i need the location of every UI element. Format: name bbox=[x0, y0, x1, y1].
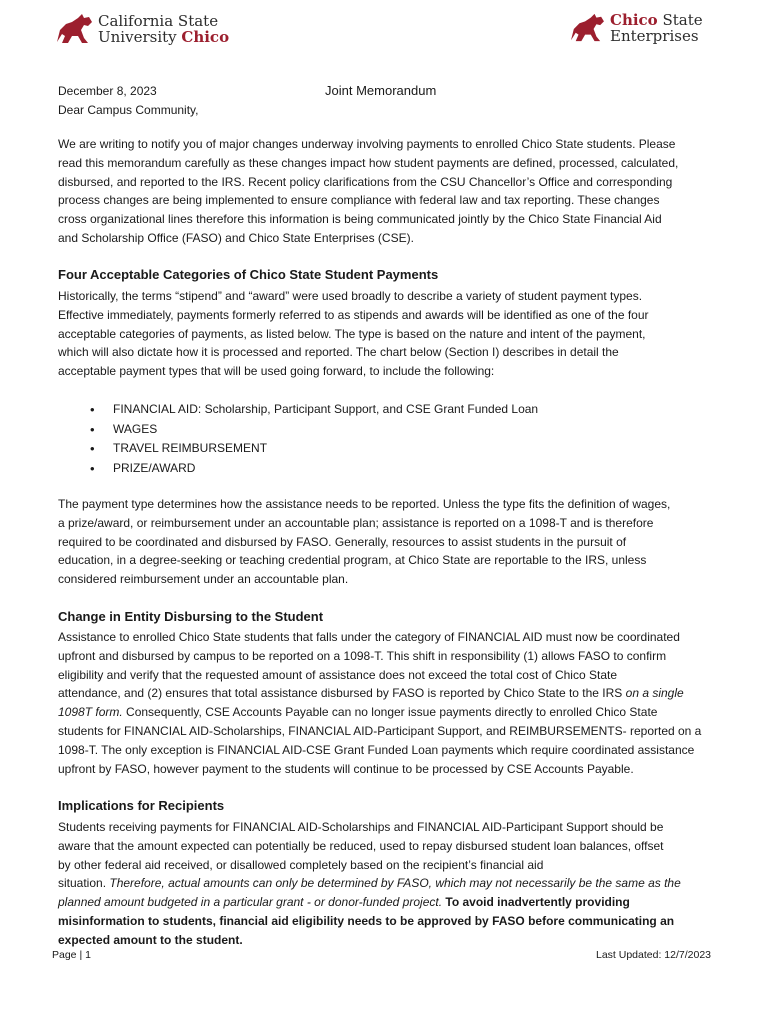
section-heading-implications: Implications for Recipients bbox=[58, 798, 225, 813]
implications-paragraph: Students receiving payments for FINANCIAL AID-Scholarships and FINANCIAL AID-Participant Support should be aware that the amount expected can potentially be reduced, used to repay disbursed student loan balances, offset by other federal aid received, or disallowed completely based on the recipient’s financial aid situation. Therefore, actual amounts can only be determined by FASO, which may not necessarily be the same as the planned amount budgeted in a particular grant - or donor-funded project. To avoid inadvertently providing misinformation to students, financial aid eligibility needs to be approved by FASO before communicating an expected amount to the student. bbox=[58, 820, 681, 947]
wildcat-icon bbox=[568, 12, 606, 44]
memo-title: Joint Memorandum bbox=[325, 83, 437, 98]
cse-wordmark bbox=[610, 12, 703, 44]
categories-paragraph: Historically, the terms “stipend” and “award” were used broadly to describe a variety of student payment types. Effective immediately, payments formerly referred to as stipends and awards will be identified as one of the four acceptable categories of payments, as listed below. The type is based on the nature and intent of the payment, which will also dictate how it is processed and reported. The chart below (Section I) describes in detail the acceptable payment types that will be used going forward, to include the following: bbox=[58, 289, 649, 379]
cse-line1: Chico State bbox=[610, 11, 703, 29]
last-updated: Last Updated: 12/7/2023 bbox=[596, 949, 712, 961]
payment-categories-list bbox=[90, 400, 538, 478]
list-item: • TRAVEL REIMBURSEMENT bbox=[90, 439, 538, 459]
intro-paragraph: We are writing to notify you of major changes underway involving payments to enrolled Chico State students. Please read this memorandum carefully as these changes impact how student payments are defined, processed, calculated, disbursed, and reported to the IRS. Recent policy clarifications from the CSU Chancellor’s Office and corresponding process changes are being implemented to ensure compliance with federal law and tax reporting. These changes cross organizational lines therefore this information is being communicated jointly by the Chico State Financial Aid and Scholarship Office (FASO) and Chico State Enterprises (CSE). bbox=[58, 137, 679, 245]
csu-line2: University Chico bbox=[98, 28, 230, 46]
csu-line1: California State bbox=[98, 12, 219, 30]
section-heading-disbursing: Change in Entity Disbursing to the Student bbox=[58, 609, 324, 624]
wildcat-icon bbox=[54, 12, 94, 46]
csu-chico-wordmark bbox=[98, 13, 229, 45]
cse-line2: Enterprises bbox=[610, 27, 699, 45]
page-number: Page | 1 bbox=[52, 949, 91, 961]
disbursing-paragraph: Assistance to enrolled Chico State students that falls under the category of FINANCIAL AID must now be coordinated upfront and disbursed by campus to be reported on a 1098-T. This shift in responsibility (1) allows FASO to confirm eligibility and verify that the requested amount of assistance does not exceed the total cost of Chico State attendance, and (2) ensures that total assistance disbursed by FASO is reported by Chico State to the IRS on a single 1098T form. Consequently, CSE Accounts Payable can no longer issue payments directly to enrolled Chico State students for FINANCIAL AID-Scholarships, FINANCIAL AID-Participant Support, and REIMBURSEMENTS- reported on a 1098-T. The only exception is FINANCIAL AID-CSE Grant Funded Loan payments which require coordinated assistance upfront by FASO, however payment to the students will continue to be processed by CSE Accounts Payable. bbox=[58, 630, 702, 776]
list-item: • WAGES bbox=[90, 420, 538, 440]
chico-state-enterprises-logo bbox=[568, 12, 703, 44]
section-heading-categories: Four Acceptable Categories of Chico State Student Payments bbox=[58, 267, 439, 282]
csu-chico-logo bbox=[54, 12, 229, 46]
list-item: • FINANCIAL AID: Scholarship, Participant Support, and CSE Grant Funded Loan bbox=[90, 400, 538, 420]
list-item: • PRIZE/AWARD bbox=[90, 459, 538, 479]
salutation: Dear Campus Community, bbox=[58, 103, 199, 117]
payment-type-paragraph: The payment type determines how the assistance needs to be reported. Unless the type fits the definition of wages, a prize/award, or reimbursement under an accountable plan; assistance is reported on a 1098-T and is therefore required to be coordinated and disbursed by FASO. Generally, resources to assist students in the pursuit of education, in a degree-seeking or teaching credential program, at Chico State are reportable to the IRS, unless considered reimbursement under an accountable plan. bbox=[58, 497, 671, 587]
memo-date: December 8, 2023 bbox=[58, 84, 157, 98]
